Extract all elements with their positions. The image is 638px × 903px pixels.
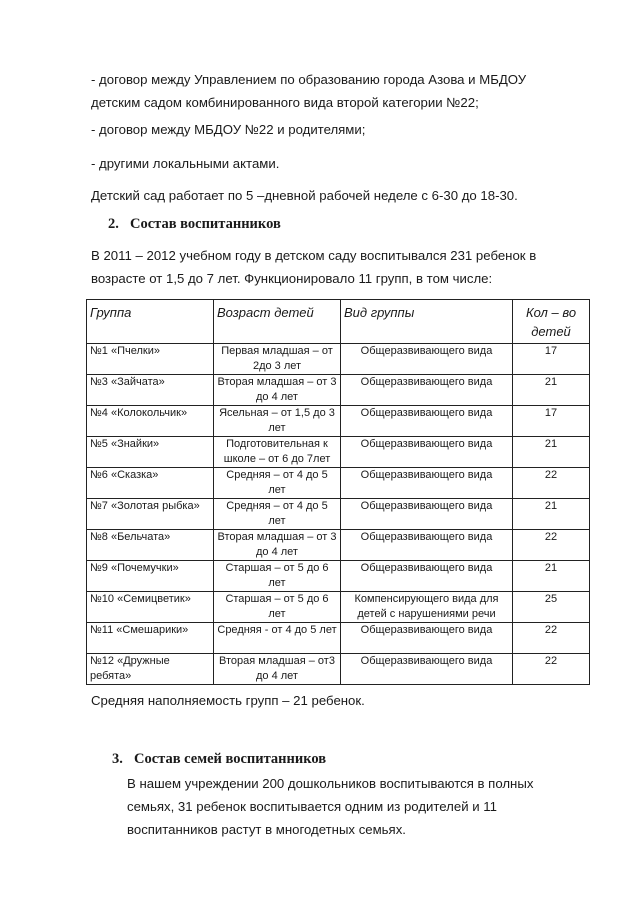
table-row xyxy=(87,437,590,468)
cell-count: 25 xyxy=(513,592,590,623)
cell-age: Вторая младшая – от 3 до 4 лет xyxy=(214,530,341,561)
cell-age: Подготовительная к школе – от 6 до 7лет xyxy=(214,437,341,468)
cell-count: 22 xyxy=(513,623,590,654)
cell-group: №7 «Золотая рыбка» xyxy=(87,499,214,530)
cell-count: 22 xyxy=(513,468,590,499)
average-occupancy: Средняя наполняемость групп – 21 ребенок. xyxy=(91,693,365,708)
cell-count: 17 xyxy=(513,344,590,375)
cell-age: Первая младшая – от 2до 3 лет xyxy=(214,344,341,375)
paragraph-work-schedule: Детский сад работает по 5 –дневной рабочей неделе с 6-30 до 18-30. xyxy=(91,188,518,203)
paragraph-agreement-parents: - договор между МБДОУ №22 и родителями; xyxy=(91,122,366,137)
table-row xyxy=(87,406,590,437)
table-row xyxy=(87,499,590,530)
groups-table xyxy=(86,299,590,685)
cell-group: №9 «Почемучки» xyxy=(87,561,214,592)
cell-type: Общеразвивающего вида xyxy=(341,499,513,530)
cell-type: Общеразвивающего вида xyxy=(341,530,513,561)
cell-type: Компенсирующего вида для детей с нарушениями речи xyxy=(341,592,513,623)
section-2-intro: В 2011 – 2012 учебном году в детском саду воспитывался 231 ребенок в возрасте от 1,5 до 7 лет. Функционировало 11 групп, в том числе: xyxy=(91,248,537,286)
section-3-body: В нашем учреждении 200 дошкольников воспитываются в полных семьях, 31 ребенок воспитывается одним из родителей и 11 воспитанников растут в многодетных семьях. xyxy=(127,776,534,837)
cell-group: №3 «Зайчата» xyxy=(87,375,214,406)
cell-age: Средняя – от 4 до 5 лет xyxy=(214,468,341,499)
table-row xyxy=(87,654,590,685)
cell-count: 22 xyxy=(513,654,590,685)
table-header-row xyxy=(87,300,590,344)
cell-age: Вторая младшая – от 3 до 4 лет xyxy=(214,375,341,406)
cell-count: 21 xyxy=(513,561,590,592)
cell-group: №4 «Колокольчик» xyxy=(87,406,214,437)
cell-count: 21 xyxy=(513,375,590,406)
section-3-title: Состав семей воспитанников xyxy=(134,751,327,767)
cell-type: Общеразвивающего вида xyxy=(341,344,513,375)
cell-type: Общеразвивающего вида xyxy=(341,561,513,592)
paragraph-agreement-department: - договор между Управлением по образованию города Азова и МБДОУ детским садом комбинированного вида второй категории №22; xyxy=(91,72,527,110)
cell-group: №8 «Бельчата» xyxy=(87,530,214,561)
header-group: Группа xyxy=(87,300,214,344)
table-row xyxy=(87,530,590,561)
table-row xyxy=(87,344,590,375)
cell-age: Средняя – от 4 до 5 лет xyxy=(214,499,341,530)
cell-count: 21 xyxy=(513,499,590,530)
cell-count: 21 xyxy=(513,437,590,468)
table-row xyxy=(87,592,590,623)
cell-age: Старшая – от 5 до 6 лет xyxy=(214,561,341,592)
table-row xyxy=(87,375,590,406)
section-2-title: Состав воспитанников xyxy=(130,216,281,232)
cell-group: №10 «Семицветик» xyxy=(87,592,214,623)
cell-group: №6 «Сказка» xyxy=(87,468,214,499)
table-row xyxy=(87,561,590,592)
cell-count: 17 xyxy=(513,406,590,437)
header-age: Возраст детей xyxy=(214,300,341,344)
cell-age: Средняя - от 4 до 5 лет xyxy=(214,623,341,654)
cell-type: Общеразвивающего вида xyxy=(341,375,513,406)
cell-age: Вторая младшая – от3 до 4 лет xyxy=(214,654,341,685)
cell-type: Общеразвивающего вида xyxy=(341,468,513,499)
cell-age: Ясельная – от 1,5 до 3 лет xyxy=(214,406,341,437)
table-row xyxy=(87,623,590,654)
section-2-number: 2. xyxy=(108,216,119,232)
cell-group: №5 «Знайки» xyxy=(87,437,214,468)
section-3-number: 3. xyxy=(112,751,123,767)
cell-type: Общеразвивающего вида xyxy=(341,406,513,437)
table-row xyxy=(87,468,590,499)
cell-type: Общеразвивающего вида xyxy=(341,623,513,654)
section-2-heading xyxy=(108,214,281,234)
paragraph-local-acts: - другими локальными актами. xyxy=(91,156,280,171)
cell-group: №12 «Дружные ребята» xyxy=(87,654,214,685)
cell-group: №11 «Смешарики» xyxy=(87,623,214,654)
cell-age: Старшая – от 5 до 6 лет xyxy=(214,592,341,623)
section-3-heading xyxy=(112,749,326,769)
header-children-count: Кол – во детей xyxy=(513,300,590,344)
cell-group: №1 «Пчелки» xyxy=(87,344,214,375)
header-group-type: Вид группы xyxy=(341,300,513,344)
cell-type: Общеразвивающего вида xyxy=(341,437,513,468)
cell-type: Общеразвивающего вида xyxy=(341,654,513,685)
cell-count: 22 xyxy=(513,530,590,561)
